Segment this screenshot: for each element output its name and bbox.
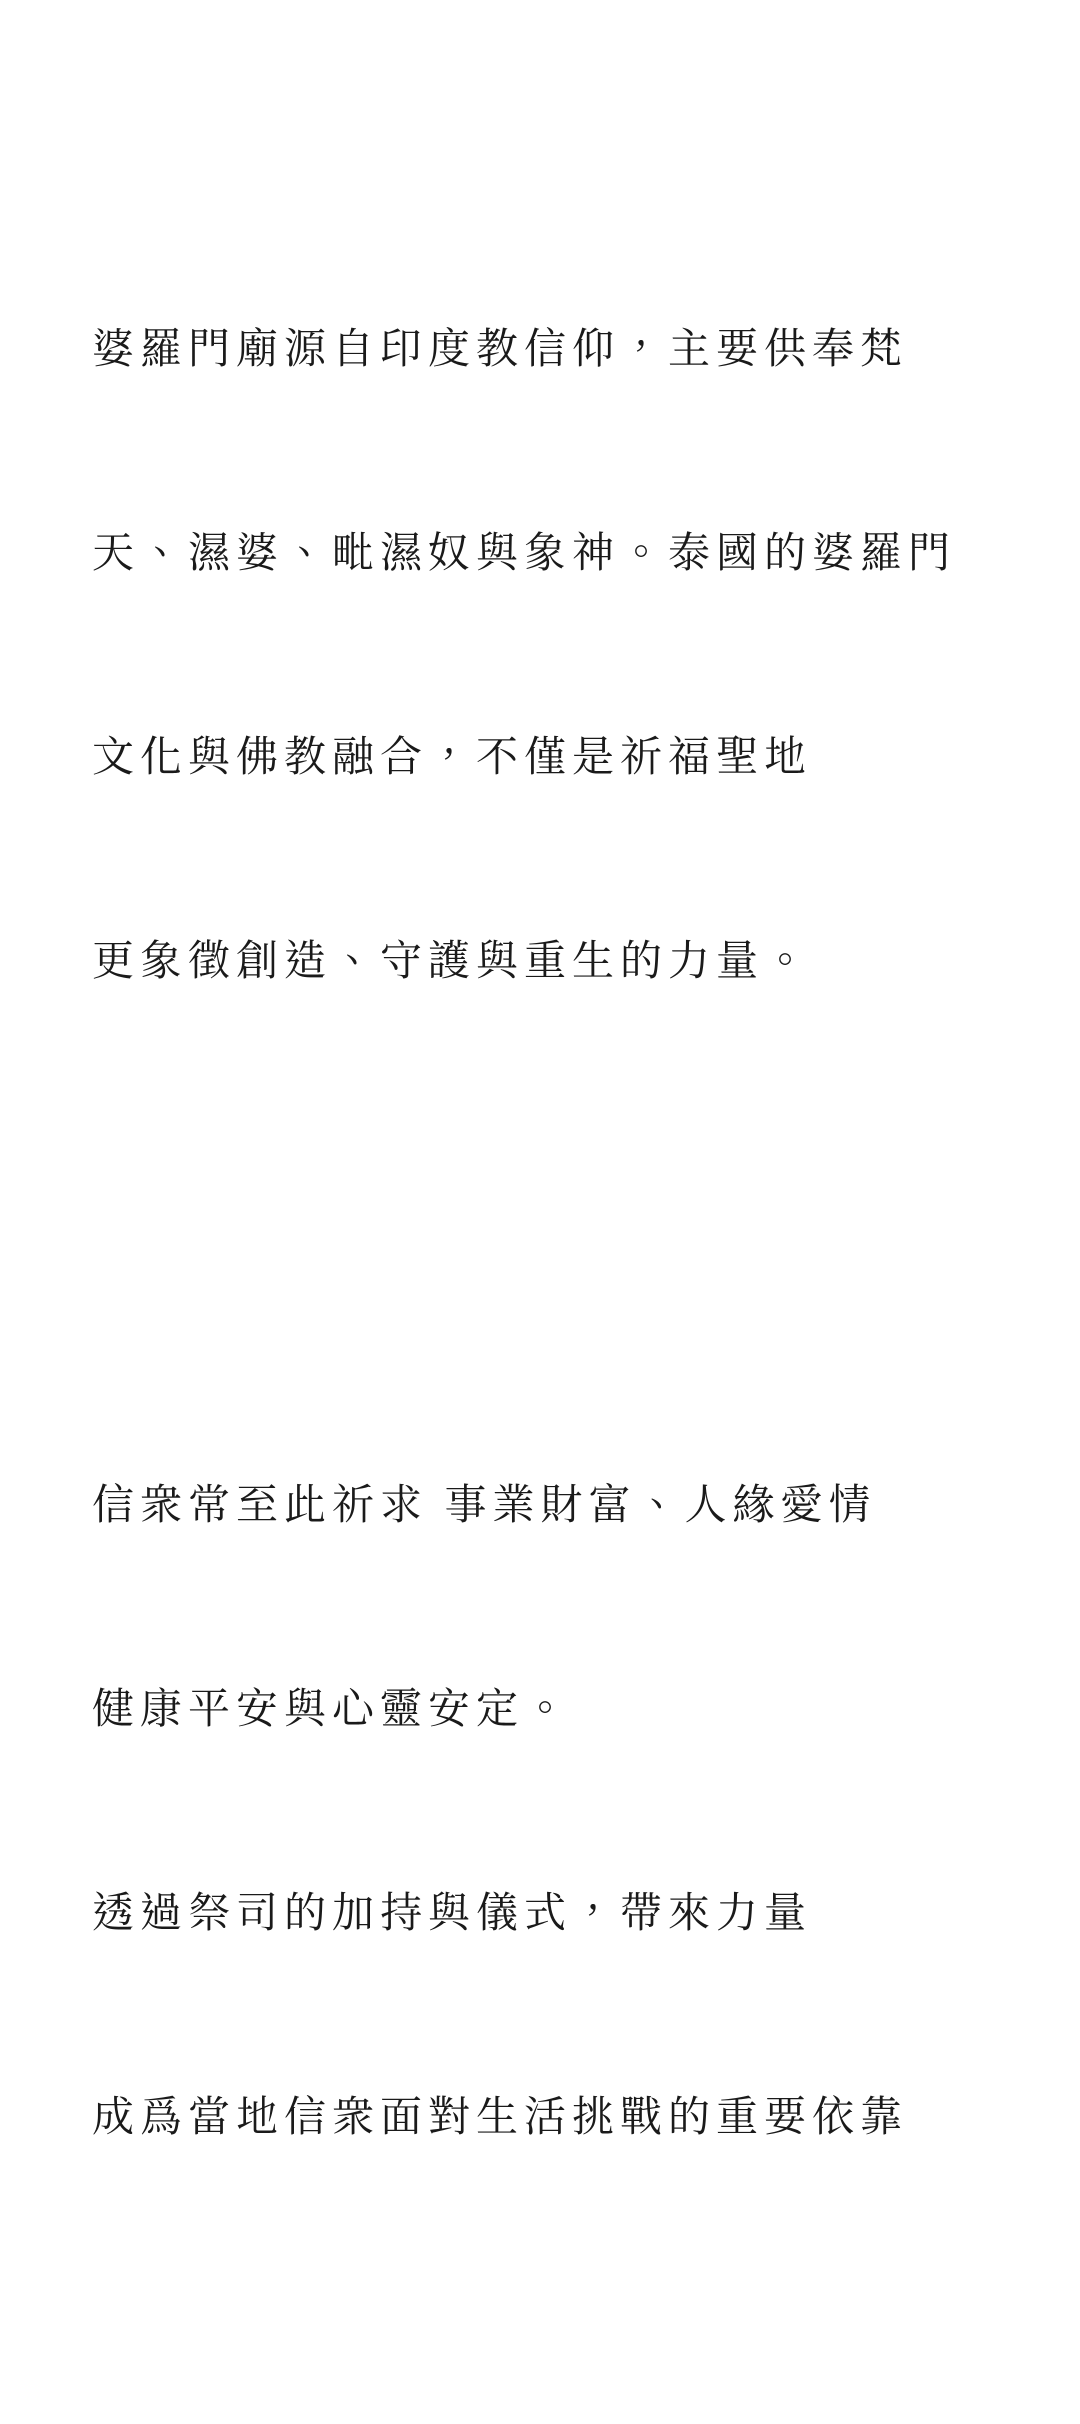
text-line: 健康平安與心靈安定。 [92,1687,573,1733]
text-document [92,44,1040,2424]
paragraph-2 [92,1336,1040,2288]
text-line: 透過祭司的加持與儀式，帶來力量 [92,1891,813,1937]
text-line: 文化與佛教融合，不僅是祈福聖地 [92,735,813,781]
text-line: 更象徵創造、守護與重生的力量。 [92,939,813,985]
text-line: 信衆常至此祈求 事業財富、人緣愛情 [92,1483,877,1529]
text-line: 婆羅門廟源自印度教信仰，主要供奉梵 [92,327,909,373]
paragraph-1 [92,180,1040,1132]
text-line: 成爲當地信衆面對生活挑戰的重要依靠 [92,2095,909,2141]
text-line: 天、濕婆、毗濕奴與象神。泰國的婆羅門 [92,531,957,577]
